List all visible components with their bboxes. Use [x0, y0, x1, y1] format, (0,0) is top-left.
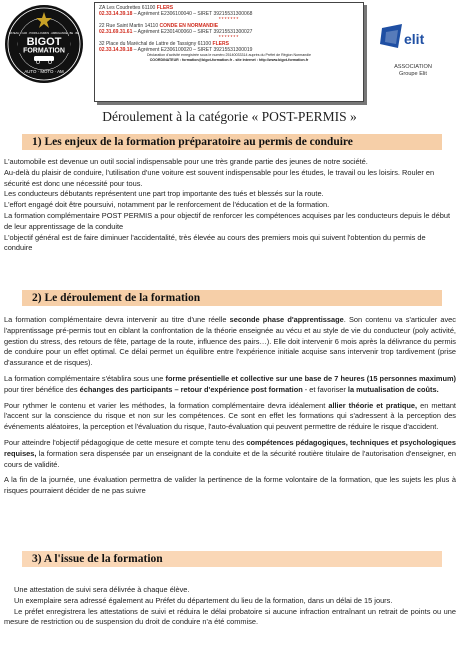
agency-2-city: CONDE EN NORMANDIE — [159, 22, 219, 29]
agency-3-address: 32 Place du Maréchal de Lattre de Tassigny 61100 — [99, 40, 212, 47]
page-title: Déroulement à la catégorie « POST-PERMIS » — [102, 109, 357, 124]
agency-2-address: 22 Rue Saint Martin 14110 — [99, 22, 159, 29]
emphasis: échanges des participants – retour d'expérience post formation — [79, 384, 303, 394]
text-run: . Son contenu va s'articuler avec l'apprentissage pré-permis tout en ciblant la confrontation de la théorie enseignée au vécu et au style de vie du conducteur (poly activité, gestion du stress, des retours de fête, partage de la route, influence des pairs…). Elle doit intervenir 6 mois après la délivrance du permis de conduire pour un effet optimal. Ce délai permet un équilibre entre l'expérience initiale acquise sans intervenir trop tardivement (prise d'assurance et de risques). — [4, 315, 456, 368]
logo-brand-line2: FORMATION — [23, 47, 65, 55]
text-run: La formation complémentaire devra intervenir au titre d'une réelle — [4, 315, 230, 324]
text-run: Pour atteindre l'objectif pédagogique de cette mesure et compte tenu des — [4, 437, 247, 447]
section-1-heading: 1) Les enjeux de la formation préparatoire au permis de conduire — [22, 134, 442, 150]
logo-bottom-text: AUTO · MOTO · AM — [24, 69, 64, 74]
section-3-heading: 3) A l'issue de la formation — [22, 551, 442, 567]
address-separator: ******* — [218, 16, 240, 23]
agency-2-details: – Agrément E2301400060 – SIRET 39215531300027 — [132, 29, 253, 36]
text-run: La formation complémentaire s'établira sous une — [4, 373, 166, 383]
section-1-paragraph: Au-delà du plaisir de conduire, l'utilisation d'une voiture est souvent indispensable pour les études, le travail ou les loisirs. Rouler en sécurité est donc une nécessité pour tous. — [4, 167, 435, 188]
section-3-paragraph: Un exemplaire sera adressé également au Préfet du département du lieu de la formation, dans un délai de 15 jours. — [14, 595, 393, 605]
bigot-formation-logo — [4, 4, 84, 84]
agency-3-city: FLERS — [212, 40, 229, 47]
letterhead — [0, 0, 459, 108]
section-1-paragraph: L'effort engagé doit être poursuivi, notamment par le renforcement de l'éducation et de la formation. — [4, 200, 330, 210]
elit-caption-line2: Groupe Elit — [399, 71, 427, 77]
emphasis: seconde phase d'apprentissage — [229, 315, 344, 324]
elit-caption — [383, 64, 443, 78]
agency-1-address: ZA Les Coudrettes 61100 — [99, 5, 156, 11]
section-1-paragraph: L'automobile est devenue un outil social indispensable pour une très grande partie des jeunes de notre société. — [4, 157, 368, 166]
contact-line: COORDINATEUR : formation@bigot-formation.fr - site internet : http://www.bigot-formation.fr — [149, 57, 309, 62]
logo-brand-line1: BIGOT — [26, 36, 62, 48]
section-2-paragraph: A la fin de la journée, une évaluation permettra de valider la pertinence de la forme volontaire de la formation, que les sujets les plus à risques pourraient décider de ne pas suivre — [4, 475, 456, 496]
agency-1-city: FLERS — [156, 5, 174, 11]
agency-1-phone: 02.33.14.39.18 — [99, 11, 133, 18]
emphasis: forme présentielle et collective sur une base de 7 heures (15 personnes maximum) — [165, 373, 456, 383]
text-run: Pour rythmer le contenu et varier les méthodes, la formation complémentaire devra idéalement — [4, 400, 329, 410]
agency-1-details: – Agrément E2306100040 – SIRET 39215531300068 — [132, 11, 253, 18]
section-1-body — [4, 157, 456, 254]
logo-top-text: BATEAU · CAR · POIDS-LOURDS · AMBULANCE · BE · BE — [9, 32, 79, 35]
agency-3-phone: 02.33.14.39.18 — [99, 47, 133, 54]
text-run: - et favoriser — [302, 384, 348, 394]
emphasis: compétences pédagogiques, techniques et psychologiques requises, — [4, 437, 456, 458]
agency-2-phone: 02.31.69.31.61 — [99, 29, 133, 36]
emphasis: la mutualisation de coûts. — [347, 384, 439, 394]
text-run: en mettant l'accent sur la conscience du risque et non sur les compétences. Ce sont en effet les formations qui s'adressent à la perception des événements aléatoires, la perception et l'évaluation du risque, l'auto-évaluation qui peuvent permettre de réduire le risque d'accident. — [4, 400, 456, 432]
section-2-paragraph — [4, 315, 456, 369]
section-2-paragraph — [4, 438, 456, 470]
elit-logo-text: elit — [404, 31, 425, 47]
text-run: la formation sera dispensée par un enseignant de la conduite et de la sécurité routière titulaire de l'autorisation d'enseigner, en cours de validité. — [4, 448, 456, 469]
declaration-line: Déclaration d'activité enregistrée sous le numéro 25140033314 auprès du Préfet de Région Normandie — [146, 53, 312, 58]
elit-caption-line1: ASSOCIATION — [394, 64, 432, 70]
section-1-paragraph: Les conducteurs débutants représentent une part trop importante des tués et blessés sur la route. — [4, 189, 324, 199]
elit-logo — [380, 22, 440, 52]
agency-3-details: – Agrément E2306100020 – SIRET 39215531300019 — [132, 47, 253, 54]
address-separator: ******* — [218, 34, 240, 41]
section-2-body — [4, 315, 456, 497]
section-2-heading: 2) Le déroulement de la formation — [22, 290, 442, 306]
section-3-paragraph: Une attestation de suivi sera délivrée à chaque élève. — [14, 585, 190, 594]
section-2-paragraph — [4, 401, 456, 433]
section-3-body — [4, 585, 456, 628]
section-1-paragraph: La formation complémentaire POST PERMIS a pour objectif de renforcer les compétences acquises par les conducteurs depuis le début de leur apprentissage de la conduite — [4, 210, 450, 231]
section-3-paragraph: Le préfet enregistrera les attestations de suivi et réduira le délai probatoire si aucune infraction entraînant un retrait de points ou une mesure de restriction ou de suspension du droit de conduire n'a été commise. — [4, 606, 456, 627]
section-2-paragraph — [4, 374, 456, 396]
agency-address-box — [94, 2, 364, 102]
text-run: pour tirer bénéfice des — [4, 384, 80, 394]
section-1-paragraph: L'objectif général est de faire diminuer l'accidentalité, très élevée au cours des premiers mois qui suivent l'obtention du permis de conduire — [4, 232, 426, 253]
emphasis: allier théorie et pratique, — [328, 400, 418, 410]
